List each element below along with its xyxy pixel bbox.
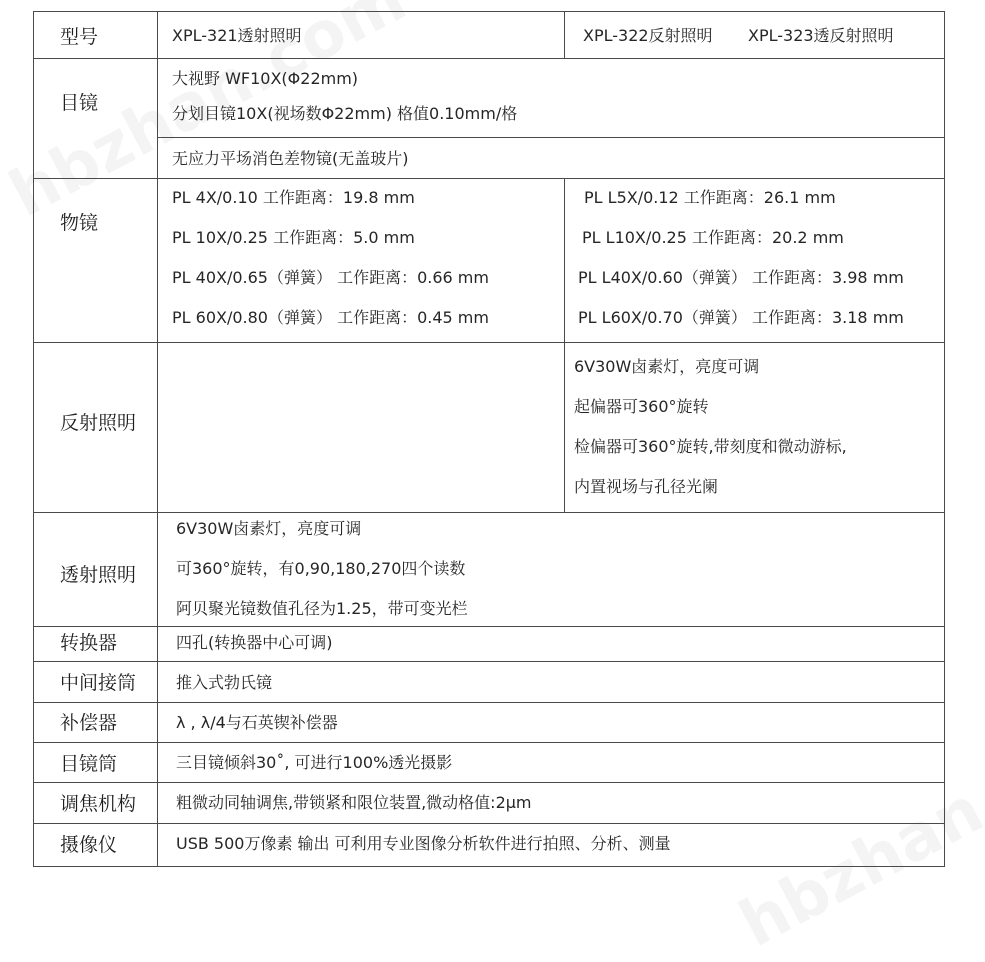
row-divider [33,58,945,59]
row-divider [33,742,945,743]
focus-value: 粗微动同轴调焦,带锁紧和限位装置,微动格值:2μm [176,793,532,812]
model-xpl-322: XPL-322反射照明 [583,26,713,45]
objective-label: 物镜 [60,212,99,234]
table-border-left [33,11,34,867]
camera-label: 摄像仪 [60,834,118,856]
row-divider [33,342,945,343]
compensator-value: λ , λ/4与石英锲补偿器 [176,713,338,732]
model-label: 型号 [60,26,99,48]
model-xpl-321: XPL-321透射照明 [172,26,302,45]
camera-value: USB 500万像素 输出 可利用专业图像分析软件进行拍照、分析、测量 [176,834,671,853]
row-divider [33,782,945,783]
watermark [728,692,985,962]
column-divider [564,342,565,513]
eyepiece-line: 大视野 WF10X(Φ22mm) [172,69,359,88]
objective-left-item: PL 60X/0.80（弹簧） 工作距离：0.45 mm [172,308,489,327]
transmitted-label: 透射照明 [60,564,137,586]
objective-left-item: PL 40X/0.65（弹簧） 工作距离：0.66 mm [172,268,489,287]
transmitted-line: 阿贝聚光镜数值孔径为1.25，带可变光栏 [176,599,468,618]
intermediate-label: 中间接筒 [60,672,137,694]
reflected-label: 反射照明 [60,412,137,434]
objective-right-item: PL L60X/0.70（弹簧） 工作距离：3.18 mm [578,308,904,327]
objective-left-item: PL 10X/0.25 工作距离：5.0 mm [172,228,415,247]
column-divider [157,11,158,867]
objective-right-item: PL L40X/0.60（弹簧） 工作距离：3.98 mm [578,268,904,287]
objective-right-item: PL L5X/0.12 工作距离：26.1 mm [584,188,836,207]
objective-right-item: PL L10X/0.25 工作距离：20.2 mm [582,228,844,247]
nosepiece-label: 转换器 [60,632,118,654]
table-border-bottom [33,866,945,867]
tube-value: 三目镜倾斜30˚, 可进行100%透光摄影 [176,753,453,772]
transmitted-line: 可360°旋转，有0,90,180,270四个读数 [176,559,466,578]
objective-type: 无应力平场消色差物镜(无盖玻片) [172,149,409,168]
row-divider [33,661,945,662]
column-divider [564,178,565,343]
row-divider [33,512,945,513]
row-divider [33,178,945,179]
focus-label: 调焦机构 [60,793,137,815]
eyepiece-label: 目镜 [60,92,99,114]
tube-label: 目镜筒 [60,753,118,775]
row-divider [33,823,945,824]
nosepiece-value: 四孔(转换器中心可调) [176,633,333,652]
compensator-label: 补偿器 [60,712,118,734]
eyepiece-line: 分划目镜10X(视场数Φ22mm) 格值0.10mm/格 [172,104,518,123]
row-divider [157,137,945,138]
transmitted-line: 6V30W卤素灯，亮度可调 [176,519,362,538]
model-xpl-323: XPL-323透反射照明 [748,26,894,45]
reflected-line: 检偏器可360°旋转,带刻度和微动游标, [574,437,847,456]
table-border-top [33,11,945,12]
reflected-line: 6V30W卤素灯，亮度可调 [574,357,760,376]
row-divider [33,626,945,627]
reflected-line: 起偏器可360°旋转 [574,397,709,416]
intermediate-value: 推入式勃氏镜 [176,673,273,692]
reflected-line: 内置视场与孔径光阑 [574,477,719,496]
row-divider [33,702,945,703]
objective-left-item: PL 4X/0.10 工作距离：19.8 mm [172,188,415,207]
column-divider [564,11,565,59]
table-border-right [944,11,945,867]
